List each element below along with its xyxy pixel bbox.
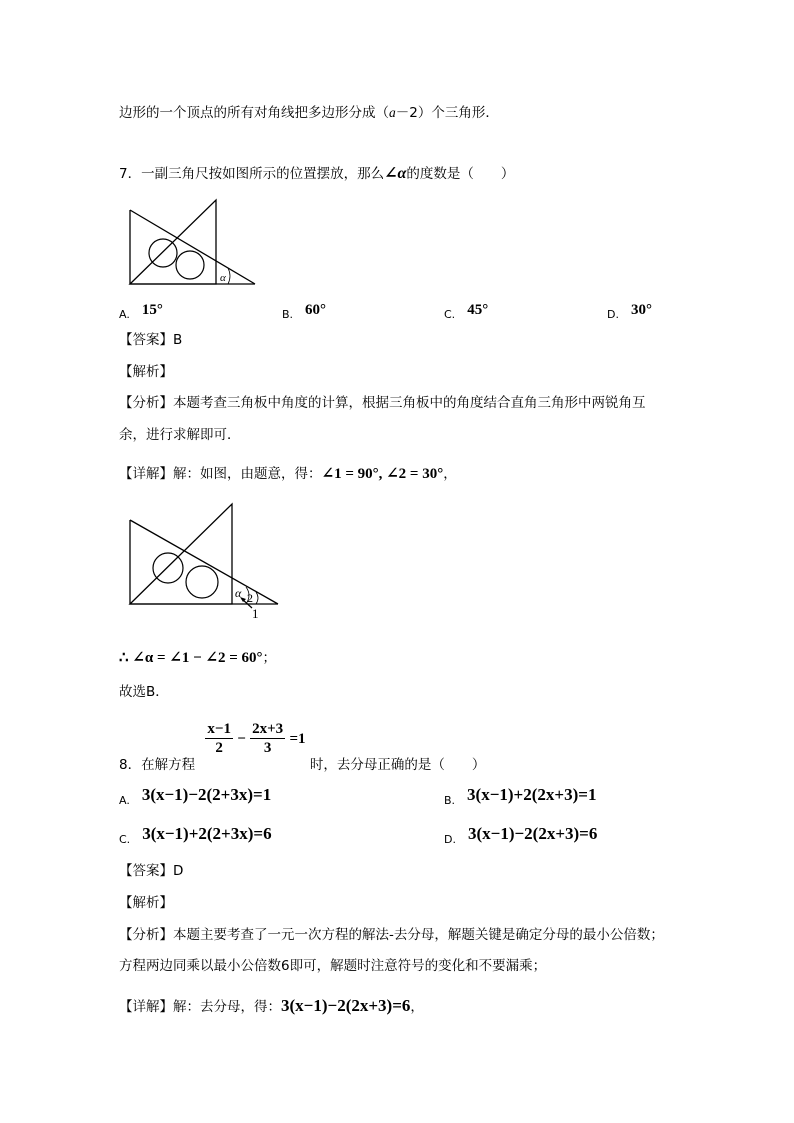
q7-fenxi-line1: 【分析】本题考查三角板中角度的计算，根据三角板中的角度结合直角三角形中两锐角互 [119,395,646,411]
q7-detail-figure [128,502,282,620]
svg-text:α: α [220,272,226,284]
q7-analysis-tag: 【解析】 [119,364,173,380]
alpha-angle: ∠α [384,165,407,182]
q8-option-b[interactable]: $_{B.}$ 3(x−1)+2(2x+3)=1 [444,785,597,807]
q8-detail: 【详解】解：去分母，得：3(x−1)−2(2x+3)=6， [119,996,424,1015]
prev-question-tail: 边形的一个顶点的所有对角线把多边形分成（a－2）个三角形． [119,105,499,121]
q8-option-c[interactable]: $_{C.}$ 3(x−1)+2(2+3x)=6 [119,824,272,846]
q7-option-b[interactable]: $_{B.}$ 60° [282,302,327,321]
q8-fenxi-line2: 方程两边同乘以最小公倍数6即可，解题时注意符号的变化和不要漏乘； [119,958,547,974]
q8-fenxi-line1: 【分析】本题主要考查了一元一次方程的解法-去分母，解题关键是确定分母的最小公倍数； [119,927,664,943]
q7-fenxi-line2: 余，进行求解即可． [119,427,241,443]
q7-option-c[interactable]: $_{C.}$ 45° [444,302,489,321]
svg-text:1: 1 [252,606,259,620]
q8-stem: 8．在解方程 $\frac{x-1}{2}$ − $\frac{2x+3}{3}$ =1 时，去分母正确的是（ ） [119,721,486,773]
fraction-2: $\frac{2x+3}{3}$ [252,721,284,756]
q7-figure [128,198,260,288]
svg-text:α: α [235,586,242,600]
q7-answer: 【答案】B [119,332,183,348]
q8-answer: 【答案】D [119,863,184,879]
q7-detail: 【详解】解：如图，由题意，得：∠1 = 90°, ∠2 = 30°， [119,466,457,482]
q8-analysis-tag: 【解析】 [119,895,173,911]
q7-option-d[interactable]: $_{D.}$ 30° [607,302,652,321]
q7-option-a[interactable]: $_{A.}$ 15° [119,302,163,321]
q7-stem: 7．一副三角尺按如图所示的位置摆放，那么∠α的度数是（ ） [119,165,515,182]
q7-therefore: ∴ ∠α = ∠1 − ∠2 = 60°； [119,650,277,666]
q8-option-d[interactable]: $_{D.}$ 3(x−1)−2(2x+3)=6 [444,824,598,846]
q8-option-a[interactable]: $_{A.}$ 3(x−1)−2(2+3x)=1 [119,785,272,807]
fraction-1: $\frac{x-1}{2}$ [207,721,231,756]
svg-text:2: 2 [247,591,253,605]
q7-conclusion: 故选B． [119,684,169,700]
